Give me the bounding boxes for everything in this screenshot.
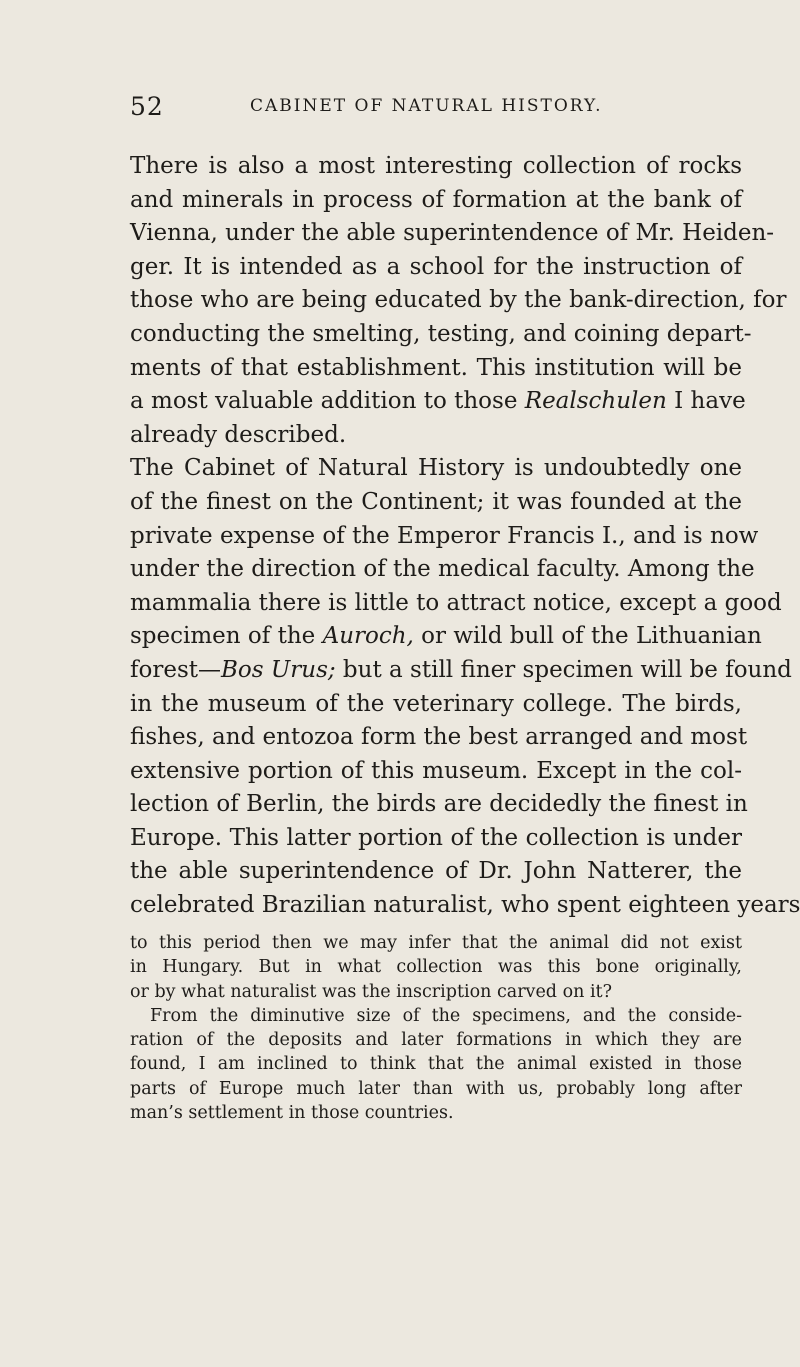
footnote-line: or by what naturalist was the inscription carved on it? [130, 981, 612, 1002]
text-span: a most valuable addition to those [130, 388, 518, 415]
text-span: forest— [130, 656, 222, 683]
footnote-line: found, I am inclined to think that the animal existed in those [130, 1054, 742, 1075]
text-line: mammalia there is little to attract notice, except a good [130, 589, 782, 616]
italic-term: Bos Urus; [221, 656, 336, 683]
text-line: celebrated Brazilian naturalist, who spent eighteen years [130, 892, 800, 919]
page-number: 52 [130, 92, 164, 121]
text-line: already described. [130, 421, 347, 448]
text-line: The Cabinet of Natural History is undoubtedly one [130, 455, 742, 482]
footnote-line: parts of Europe much later than with us, probably long after [130, 1078, 742, 1099]
footnote [130, 931, 742, 1125]
footnote-line: to this period then we may infer that the animal did not exist [130, 933, 742, 953]
text-span: or wild bull of the Lithuanian [413, 623, 762, 650]
text-line: extensive portion of this museum. Except in the col- [130, 757, 742, 784]
text-line: fishes, and entozoa form the best arranged and most [130, 724, 748, 751]
italic-term: Realschulen [524, 388, 667, 415]
footnote-line: From the diminutive size of the specimens, and the conside- [150, 1005, 742, 1026]
text-span: specimen of the [130, 623, 316, 650]
text-span: I have [666, 388, 746, 415]
text-line: and minerals in process of formation at the bank of [130, 186, 742, 213]
text-line [130, 654, 792, 688]
text-line: ger. It is intended as a school for the instruction of [130, 253, 742, 280]
text-line: those who are being educated by the bank-direction, for [130, 287, 787, 314]
footnote-line: ration of the deposits and later formations in which they are [130, 1030, 742, 1051]
text-line: the able superintendence of Dr. John Natterer, the [130, 858, 742, 885]
text-line: in the museum of the veterinary college. The birds, [130, 690, 742, 717]
text-line: under the direction of the medical faculty. Among the [130, 556, 755, 583]
italic-term: Auroch, [322, 623, 414, 650]
text-line: Vienna, under the able superintendence of Mr. Heiden- [130, 220, 775, 247]
text-line: There is also a most interesting collection of rocks [130, 153, 742, 179]
main-text [130, 150, 800, 923]
text-line: Europe. This latter portion of the collection is under [130, 824, 742, 851]
footnote-line: in Hungary. But in what collection was this bone originally, [130, 957, 742, 978]
footnote-line: man’s settlement in those countries. [130, 1103, 454, 1124]
text-line [130, 385, 746, 419]
page-header [130, 92, 710, 128]
text-line: lection of Berlin, the birds are decidedly the finest in [130, 791, 748, 818]
running-head: CABINET OF NATURAL HISTORY. [250, 96, 603, 116]
text-line: conducting the smelting, testing, and coining depart- [130, 320, 752, 347]
text-line: ments of that establishment. This institution will be [130, 354, 742, 381]
text-line: of the finest on the Continent; it was founded at the [130, 488, 742, 515]
text-line: private expense of the Emperor Francis I., and is now [130, 522, 759, 549]
text-span: but a still finer specimen will be found [335, 656, 792, 683]
text-line [130, 620, 762, 654]
